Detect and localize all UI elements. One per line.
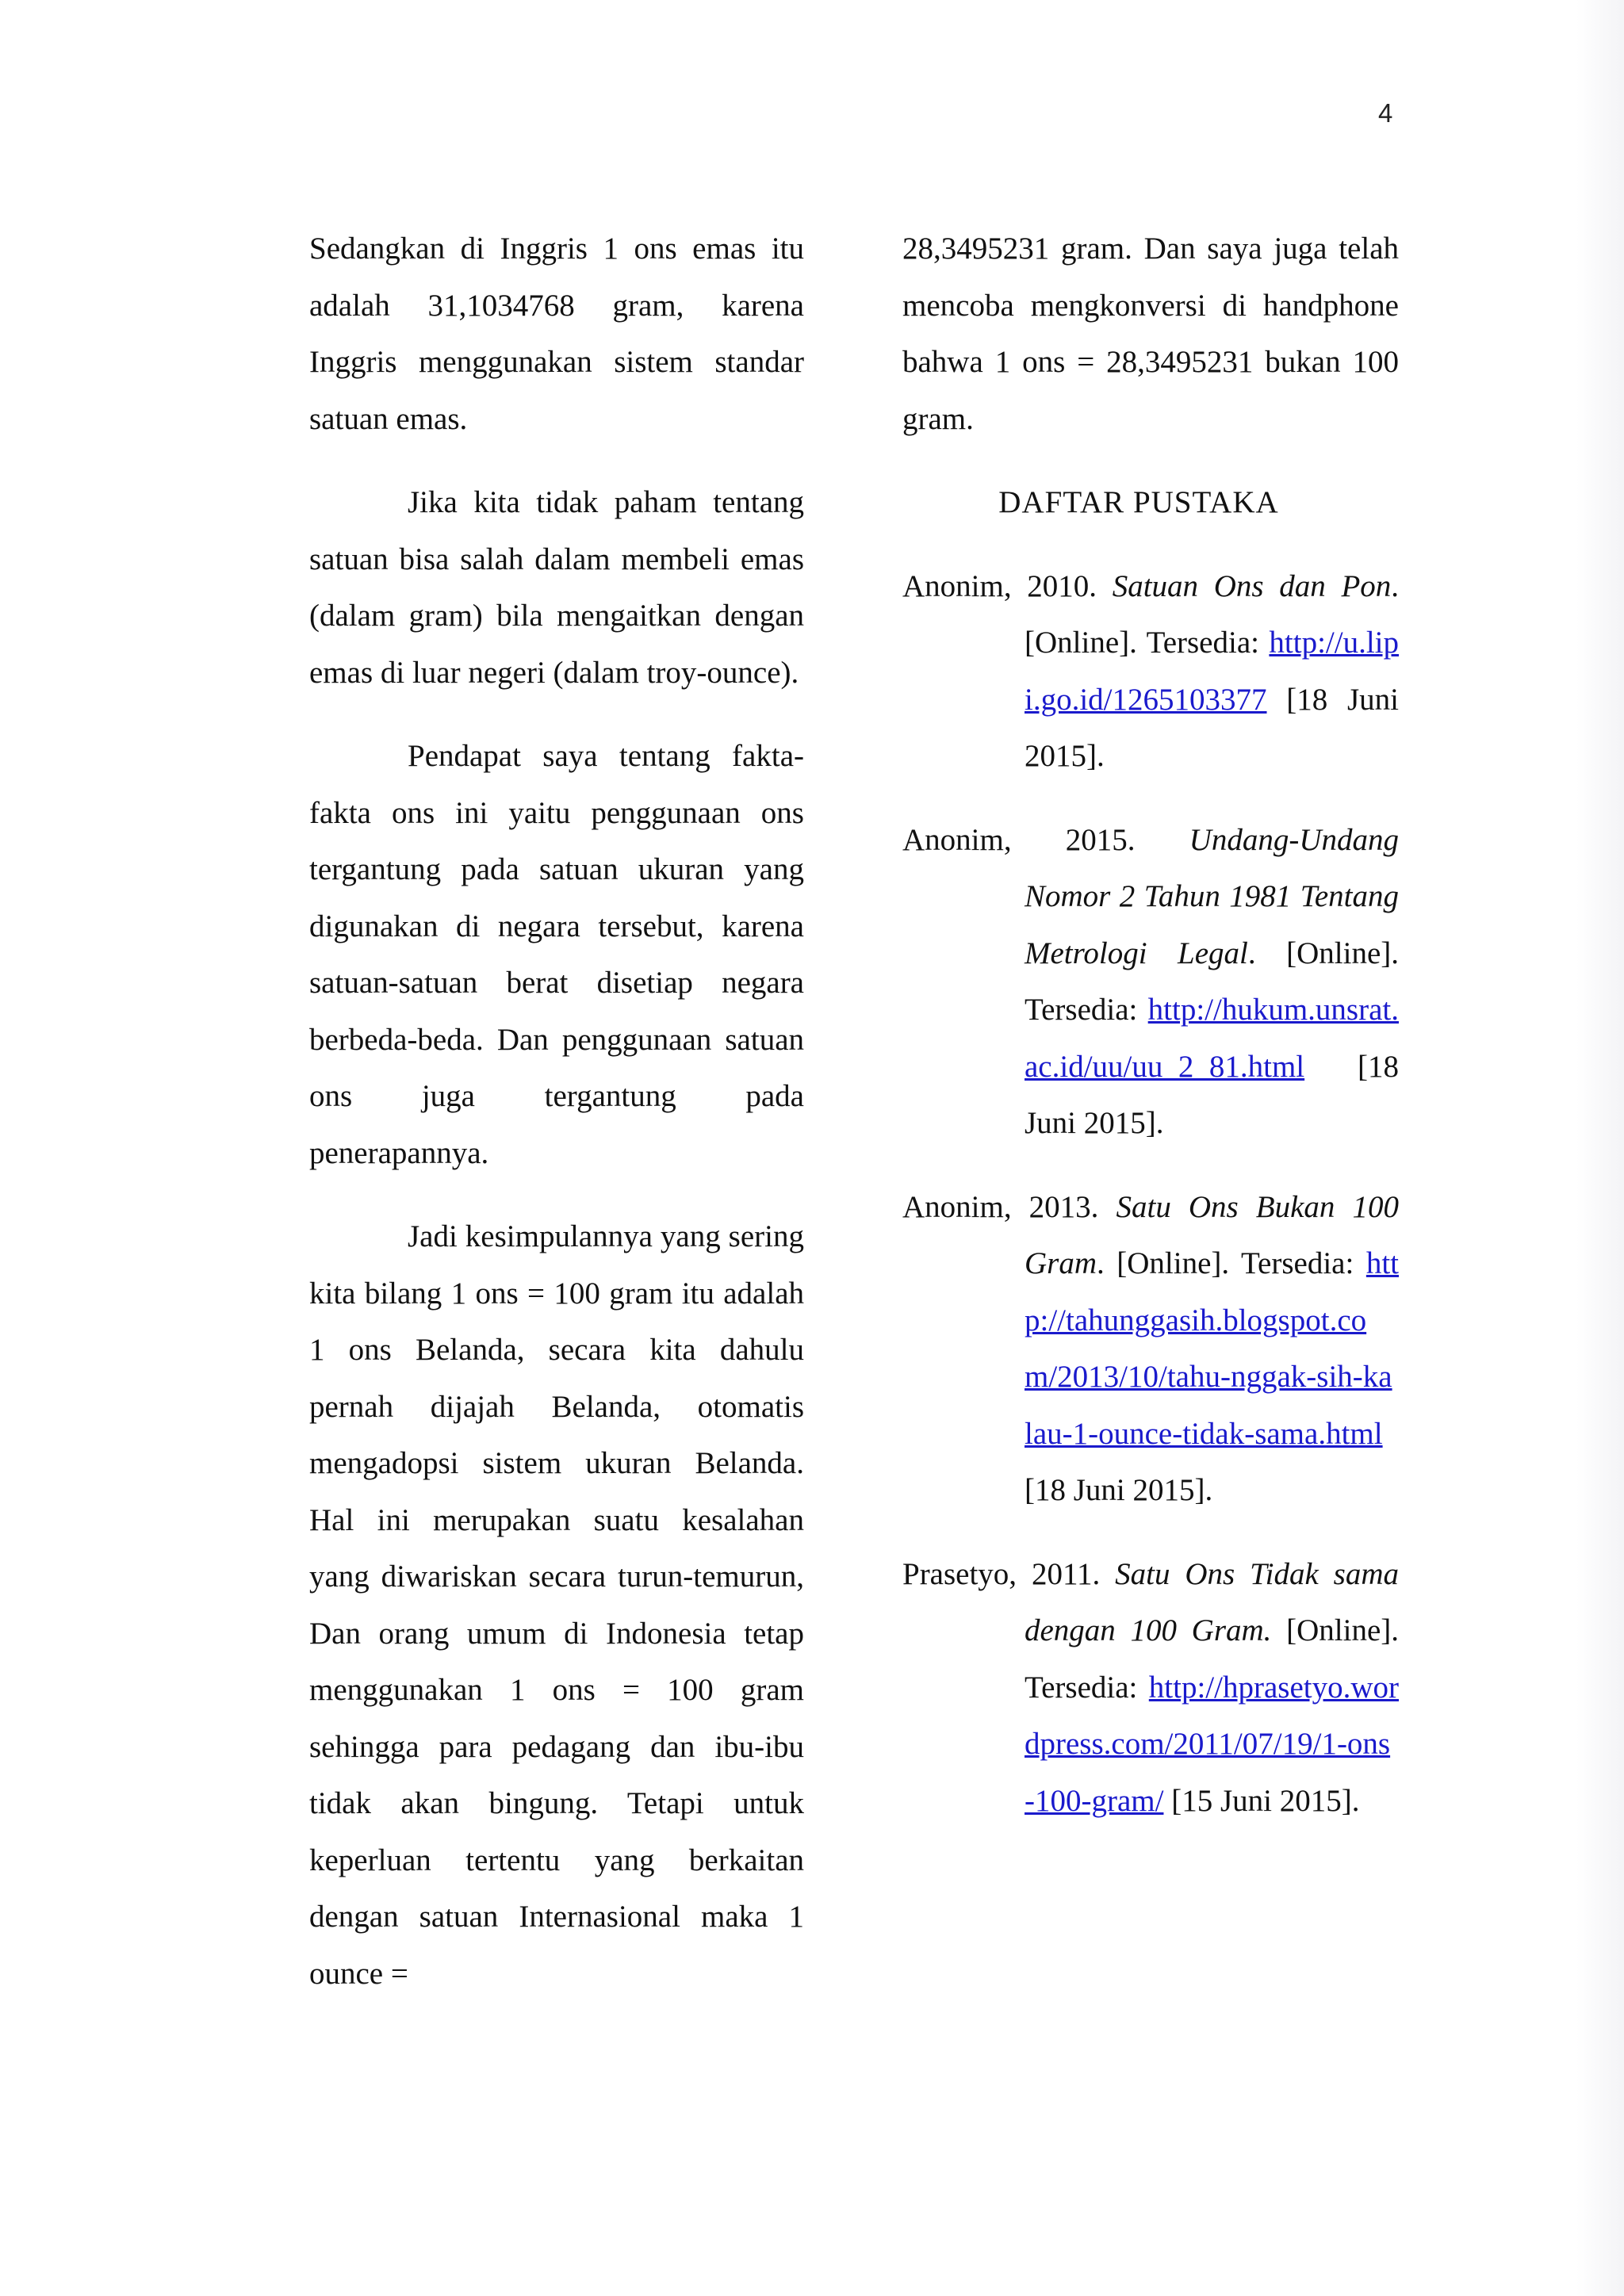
reference-access-date: [15 Juni 2015].: [1171, 1783, 1360, 1818]
reference-entry: [902, 558, 1399, 785]
reference-online-label: [Online]. Tersedia:: [1025, 1613, 1399, 1705]
right-column: [902, 220, 1399, 1856]
reference-online-label: [Online]. Tersedia:: [1025, 626, 1259, 660]
reference-access-date: [18 Juni 2015].: [1025, 1049, 1399, 1140]
reference-author-year: Anonim, 2015.: [902, 822, 1136, 857]
paragraph-kesimpulan: Jadi kesimpulannya yang sering kita bilang 1 ons = 100 gram itu adalah 1 ons Belanda, secara kita dahulu pernah dijajah Belanda, otomatis mengadopsi sistem ukuran Belanda. Hal ini merupakan suatu kesalahan yang diwariskan secara turun-temurun, Dan orang umum di Indonesia tetap menggunakan 1 ons = 100 gram sehingga para pedagang dan ibu-ibu tidak akan bingung. Tetapi untuk keperluan tertentu yang berkaitan dengan satuan Internasional maka 1 ounce =: [309, 1219, 804, 1991]
reference-access-date: [18 Juni 2015].: [1025, 1473, 1213, 1507]
reference-url-link[interactable]: http://hprasetyo.wordpress.com/2011/07/19/1-ons-100-gram/: [1025, 1670, 1399, 1818]
bibliography-heading: DAFTAR PUSTAKA: [998, 485, 1279, 519]
paragraph-inggris-ons: Sedangkan di Inggris 1 ons emas itu adalah 31,1034768 gram, karena Inggris menggunakan sistem standar satuan emas.: [309, 232, 804, 436]
page-number: 4: [1378, 98, 1393, 128]
reference-author-year: Anonim, 2013.: [902, 1189, 1099, 1224]
paragraph-paham-satuan: Jika kita tidak paham tentang satuan bisa salah dalam membeli emas (dalam gram) bila mengaitkan dengan emas di luar negeri (dalam troy-ounce).: [309, 485, 804, 690]
reference-entry: [902, 1546, 1399, 1830]
reference-author-year: Prasetyo, 2011.: [902, 1556, 1101, 1591]
reference-url-link[interactable]: http://tahunggasih.blogspot.com/2013/10/tahu-nggak-sih-kalau-1-ounce-tidak-sama.html: [1025, 1246, 1400, 1451]
reference-title-punct: .: [1391, 568, 1400, 603]
reference-url-link[interactable]: http://hukum.unsrat.ac.id/uu/uu_2_81.html: [1025, 993, 1399, 1084]
reference-title: Satuan Ons dan Pon: [1112, 568, 1392, 603]
reference-online-label: [Online]. Tersedia:: [1116, 1246, 1354, 1280]
reference-access-date: [18 Juni 2015].: [1025, 682, 1400, 773]
reference-entry: [902, 1179, 1399, 1519]
reference-entry: [902, 812, 1399, 1152]
page-edge-shadow: [1576, 0, 1624, 2296]
left-column: [309, 220, 804, 2029]
reference-title: Satu Ons Tidak sama dengan 100 Gram.: [1025, 1556, 1399, 1647]
reference-title: Satu Ons Bukan 100 Gram: [1025, 1189, 1400, 1280]
reference-title: Undang-Undang Nomor 2 Tahun 1981 Tentang Metrologi Legal: [1025, 822, 1399, 970]
reference-online-label: [Online]. Tersedia:: [1025, 936, 1399, 1027]
reference-title-punct: .: [1247, 936, 1256, 970]
reference-author-year: Anonim, 2010.: [902, 568, 1097, 603]
reference-url-link[interactable]: http://u.lipi.go.id/1265103377: [1025, 626, 1400, 717]
paragraph-continuation: 28,3495231 gram. Dan saya juga telah mencoba mengkonversi di handphone bahwa 1 ons = 28,3495231 bukan 100 gram.: [902, 232, 1399, 436]
paragraph-pendapat: Pendapat saya tentang fakta-fakta ons ini yaitu penggunaan ons tergantung pada satuan ukuran yang digunakan di negara tersebut, karena satuan-satuan berat disetiap negara berbeda-beda. Dan penggunaan satuan ons juga tergantung pada penerapannya.: [309, 739, 804, 1170]
reference-title-punct: .: [1097, 1246, 1105, 1280]
